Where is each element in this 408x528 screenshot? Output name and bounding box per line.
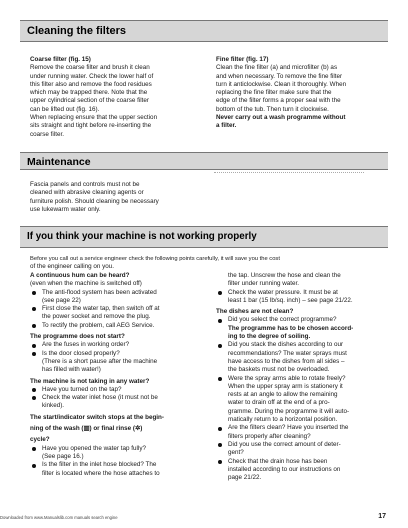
text-line: gramme. During the programme it will auto- bbox=[228, 407, 350, 415]
text-line: (even when the machine is switched off) bbox=[30, 280, 142, 288]
subheading: a filter. bbox=[216, 122, 237, 130]
intro-line: Before you call out a service engineer check the following points carefully, it will save you the cost bbox=[30, 256, 280, 262]
bullet-item: Check the water inlet hose (it must not be bbox=[30, 394, 210, 402]
bullet-item: Did you use the correct amount of deter- bbox=[216, 441, 396, 449]
section-title: Maintenance bbox=[27, 156, 91, 168]
bullet-item: First close the water tap, then switch off at bbox=[30, 305, 210, 313]
troubleshooting-intro bbox=[30, 255, 390, 272]
download-source: Downloaded from www.Manualslib.com manuals search engine bbox=[0, 515, 118, 520]
bullet-item: Are the fuses in working order? bbox=[30, 341, 210, 349]
text-line: the baskets must not be overloaded. bbox=[228, 366, 330, 374]
text-line: furniture polish. Should cleaning be necessary bbox=[30, 197, 159, 205]
text-line: matically return to a horizontal position. bbox=[228, 416, 338, 424]
text-line: installed according to our instructions on bbox=[228, 465, 341, 473]
text-line: this filter also and remove the food residues bbox=[30, 80, 152, 88]
text-line: bottom of the tub. Then turn it clockwise. bbox=[216, 105, 329, 113]
text-line: turn it anticlockwise. Clean it thoroughly. When bbox=[216, 80, 347, 88]
subheading: cycle? bbox=[30, 436, 50, 444]
subheading: The programme has to be chosen accord- bbox=[228, 324, 354, 332]
text-line: least 1 bar (15 lb/sq. inch) – see page 21/22. bbox=[228, 296, 353, 304]
text-line: Remove the coarse filter and brush it clean bbox=[30, 64, 150, 72]
section-header-cleaning-filters bbox=[20, 20, 388, 42]
text-line: under running water. Check the lower half of bbox=[30, 72, 154, 80]
bullet-item: Check that the drain hose has been bbox=[216, 458, 396, 466]
text-line: rests at an angle to allow the remaining bbox=[228, 391, 338, 399]
text-line: Fascia panels and controls must not be bbox=[30, 181, 140, 188]
bullet-item: Did you stack the dishes according to our bbox=[216, 341, 396, 349]
bullet-item: Check the water pressure. It must be at bbox=[216, 289, 396, 297]
section-header-troubleshooting bbox=[20, 226, 388, 248]
text-line: (There is a short pause after the machine bbox=[42, 357, 158, 365]
bullet-item: Are the filters clean? Have you inserted the bbox=[216, 424, 396, 432]
text-line: When replacing ensure that the upper section bbox=[30, 114, 158, 122]
bullet-item: Is the door closed properly? bbox=[30, 350, 210, 358]
text-line: cleaned with abrasive cleaning agents or bbox=[30, 189, 144, 197]
text-line: water to drain off at the end of a pro- bbox=[228, 399, 330, 407]
subheading: The programme does not start? bbox=[30, 333, 125, 341]
text-line: (See page 16.) bbox=[42, 452, 84, 460]
text-line: which may be trapped there. Note that the bbox=[30, 89, 148, 97]
text-line: page 21/22. bbox=[228, 474, 262, 482]
text-line: edge of the filter forms a proper seal with the bbox=[216, 97, 341, 105]
subheading: A continuous hum can be heard? bbox=[30, 272, 130, 279]
text-line: use lukewarm water only. bbox=[30, 205, 101, 213]
section-header-maintenance bbox=[20, 152, 388, 170]
divider bbox=[214, 172, 364, 173]
maintenance-text bbox=[30, 181, 200, 214]
text-line: Clean the fine filter (a) and microfilter (b) as bbox=[216, 64, 338, 72]
text-line: upper cylindrical section of the coarse filter bbox=[30, 97, 149, 105]
text-line: filter under running water. bbox=[228, 280, 300, 288]
bullet-item: Have you opened the water tap fully? bbox=[30, 445, 210, 453]
bullet-item: Were the spray arms able to rotate freely? bbox=[216, 375, 396, 383]
bullet-item: To rectify the problem, call AEG Service. bbox=[30, 322, 210, 330]
bullet-item: Did you select the correct programme? bbox=[216, 316, 396, 324]
text-line: coarse filter. bbox=[30, 130, 64, 138]
filters-left-column bbox=[30, 56, 200, 139]
page-number: 17 bbox=[378, 513, 386, 520]
text-line: can be lifted out (fig. 16). bbox=[30, 105, 100, 113]
text-line: gent? bbox=[228, 449, 244, 457]
subheading: Coarse filter (fig. 15) bbox=[30, 56, 91, 63]
section-title: Cleaning the filters bbox=[27, 25, 127, 37]
text-line: and when necessary. To remove the fine filter bbox=[216, 72, 343, 80]
subheading: The machine is not taking in any water? bbox=[30, 377, 150, 385]
intro-line: of the engineer calling on you. bbox=[30, 263, 115, 271]
text-line: When the upper spray arm is stationery it bbox=[228, 382, 343, 390]
text-line: kinked). bbox=[42, 402, 65, 410]
subheading: Fine filter (fig. 17) bbox=[216, 56, 269, 63]
troubleshooting-right-column bbox=[216, 272, 396, 482]
subheading: Never carry out a wash programme without bbox=[216, 114, 346, 122]
text-line: filters properly after cleaning? bbox=[228, 432, 311, 440]
text-line: has filled with water!) bbox=[42, 366, 101, 374]
filters-right-column bbox=[216, 56, 386, 131]
text-line: have access to the dishes from all sides – bbox=[228, 357, 345, 365]
bullet-item: Have you turned on the tap? bbox=[30, 386, 210, 394]
text-line: sits straight and tight before re-inserting the bbox=[30, 122, 152, 130]
text-line: (see page 22) bbox=[42, 296, 81, 304]
text-line: the power socket and remove the plug. bbox=[42, 313, 151, 321]
troubleshooting-left-column bbox=[30, 272, 210, 478]
text-line: filter is located where the hose attaches to bbox=[42, 469, 160, 477]
subheading: ning of the wash (▥) or final rinse (✲) bbox=[30, 425, 143, 433]
subheading: The start/indicator switch stops at the begin- bbox=[30, 413, 164, 421]
text-line: the tap. Unscrew the hose and clean the bbox=[228, 272, 341, 279]
subheading: The dishes are not clean? bbox=[216, 308, 294, 316]
subheading: ing to the degree of soiling. bbox=[228, 333, 311, 341]
section-title: If you think your machine is not working properly bbox=[27, 231, 257, 242]
text-line: recommendations? The water sprays must bbox=[228, 349, 347, 357]
bullet-item: The anti-flood system has been activated bbox=[30, 289, 210, 297]
bullet-item: Is the filter in the inlet hose blocked? The bbox=[30, 461, 210, 469]
text-line: replacing the fine filter make sure that the bbox=[216, 89, 332, 97]
